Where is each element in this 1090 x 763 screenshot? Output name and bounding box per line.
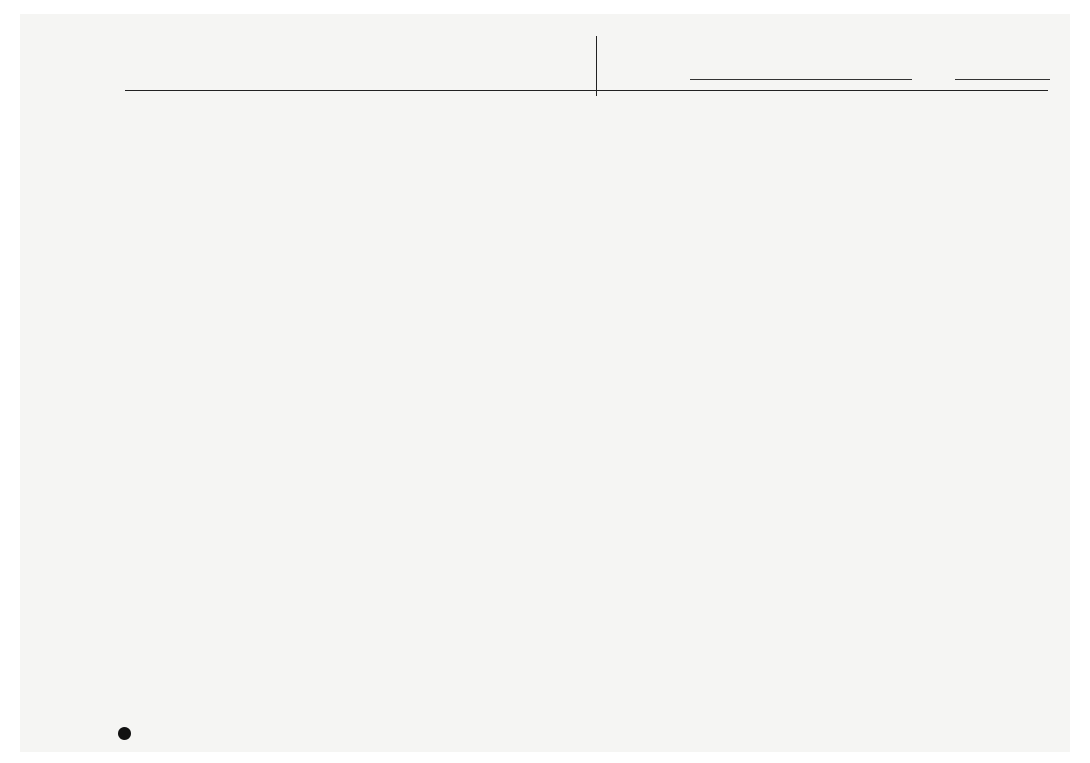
publisher-seal-icon: [118, 727, 131, 740]
